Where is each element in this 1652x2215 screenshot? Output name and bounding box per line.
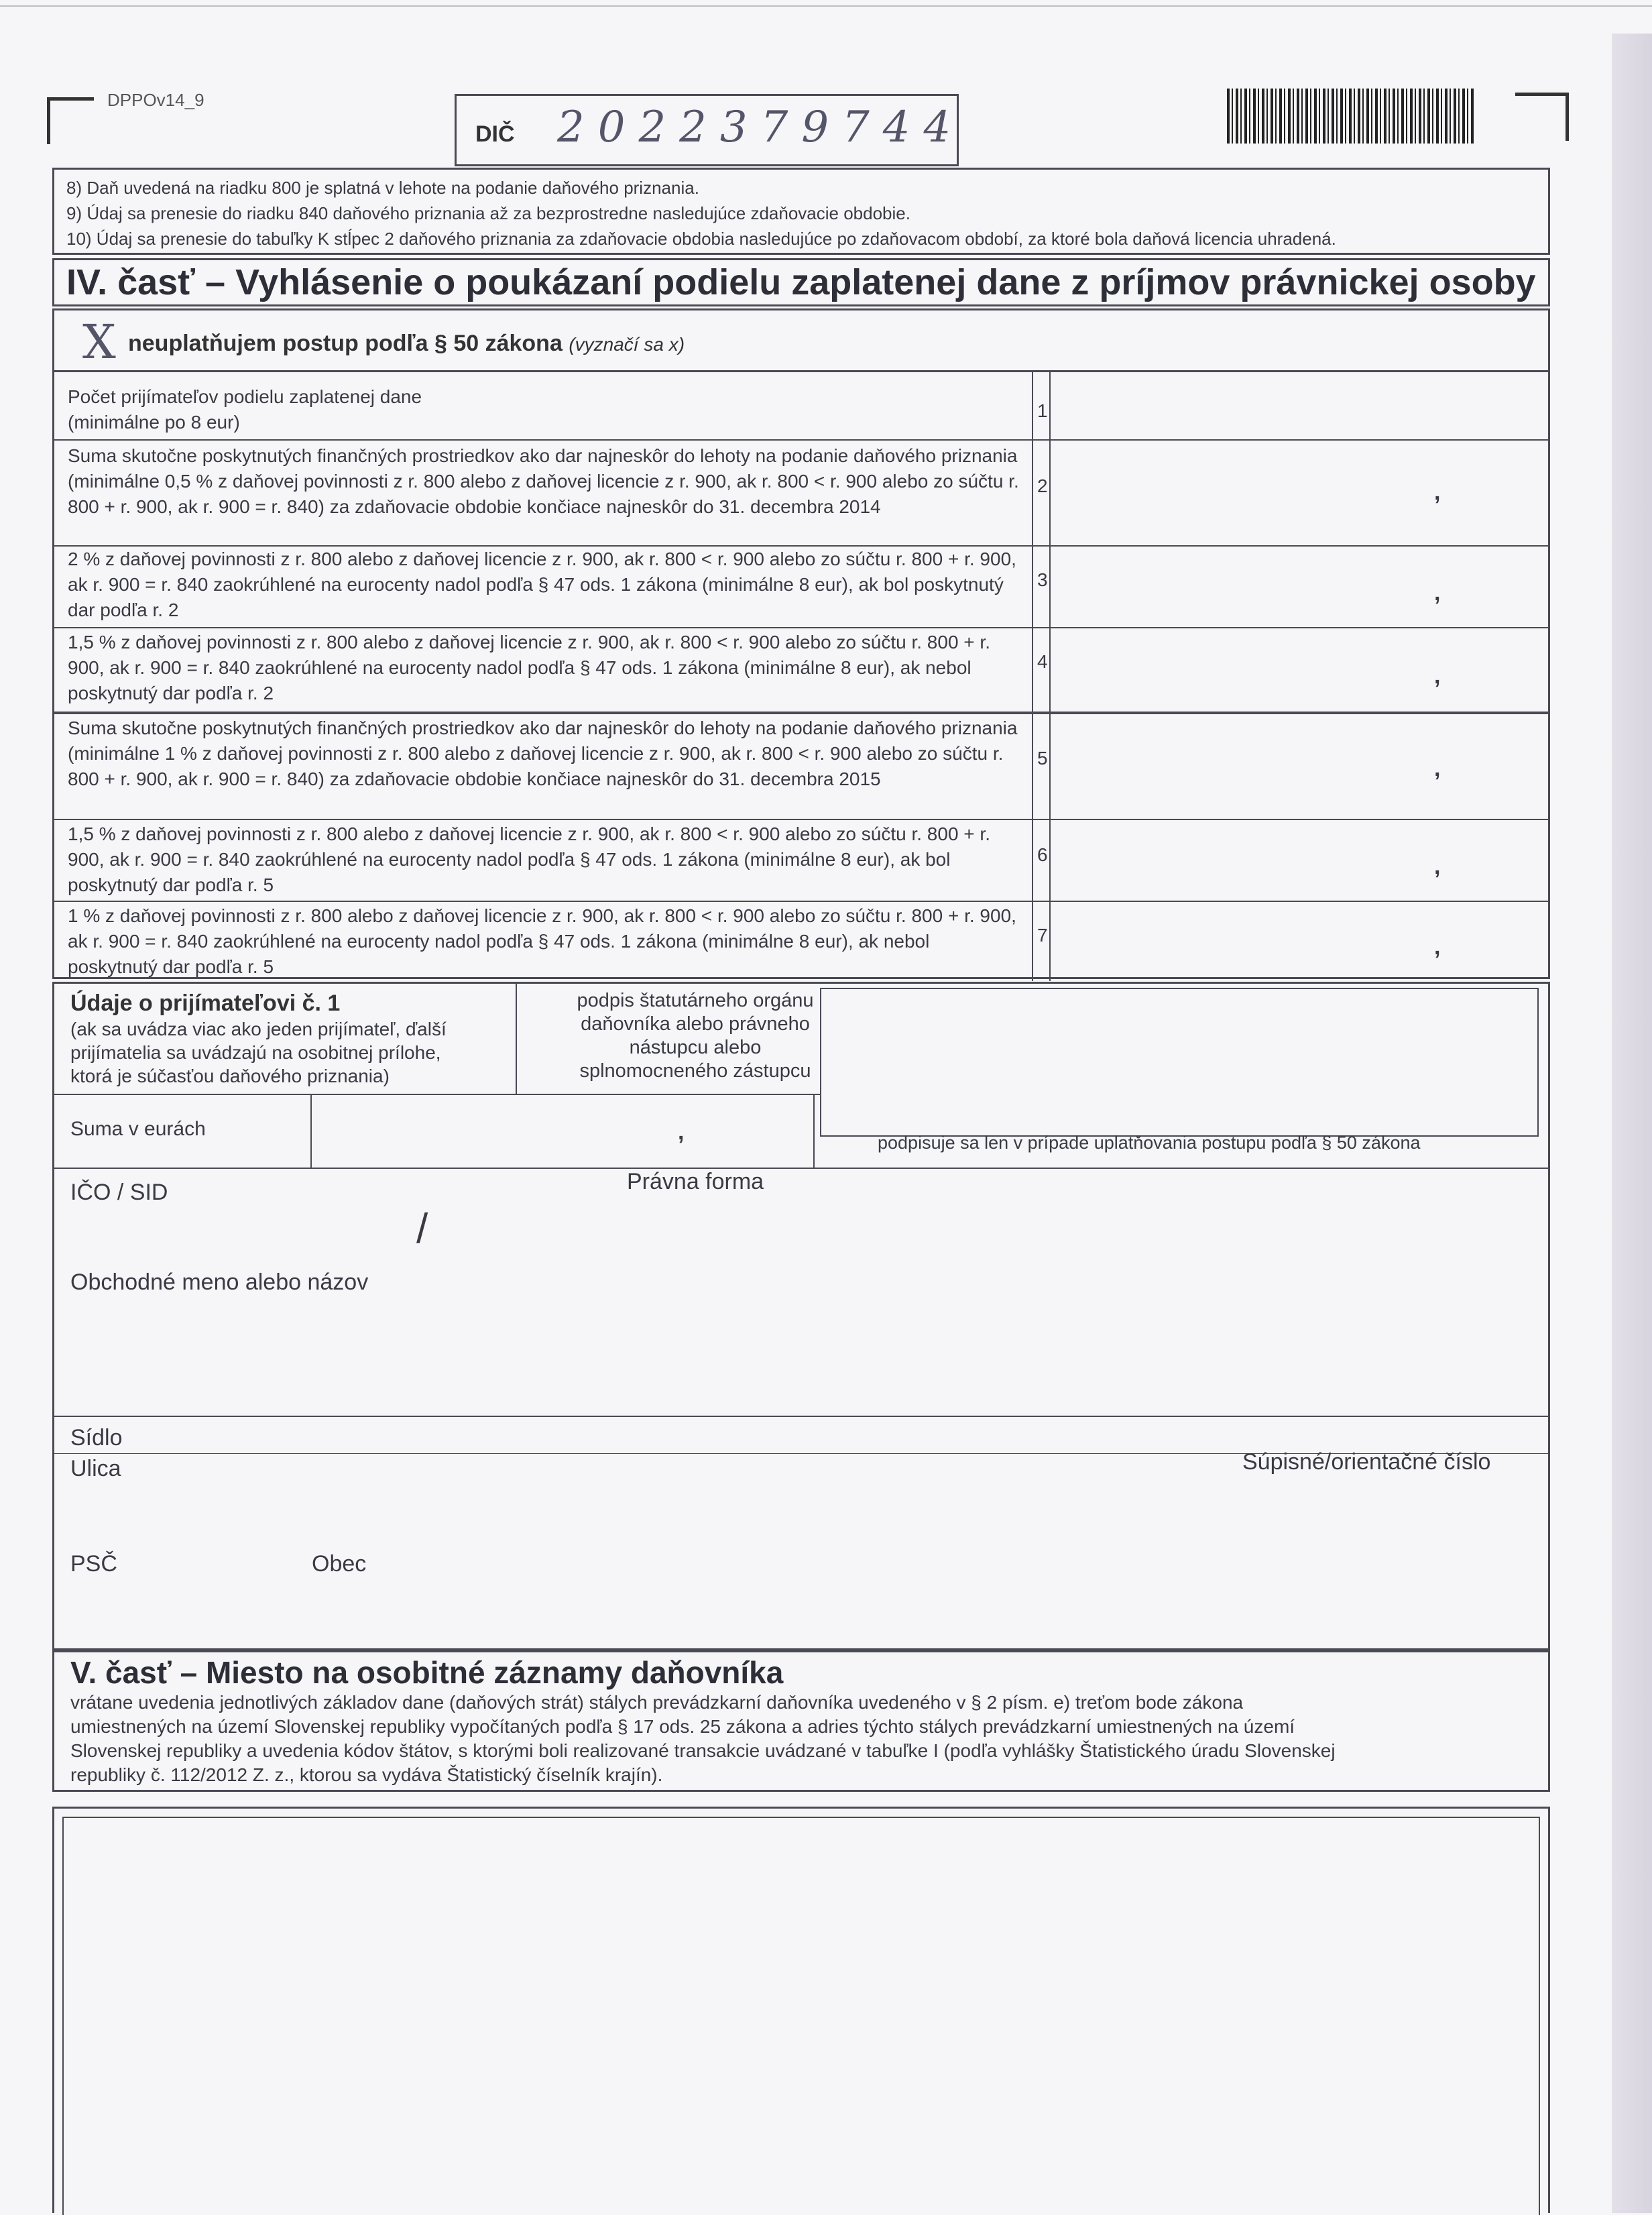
amount-field[interactable]	[316, 1096, 812, 1163]
registration-corner-top-left	[47, 97, 94, 144]
row-decimal-comma: ,	[1434, 479, 1441, 505]
notes-box	[52, 168, 1550, 255]
signature-label-line: podpis štatutárneho orgánu	[577, 990, 814, 1011]
recipient-subtitle-line: ktorá je súčasťou daňového priznania)	[70, 1066, 390, 1086]
table-row	[54, 372, 1548, 439]
row-text: 1,5 % z daňovej povinnosti z r. 800 alebo z daňovej licencie z r. 900, ak r. 800 < r. 900 alebo zo súčtu r. 800 + r. 900, ak r. 900 = r. 840 zaokrúhlené na eurocenty nadol podľa § 47 ods. 1 zákona (minimálne 8 eur), ak bol poskytnutý dar podľa r. 5	[68, 823, 990, 895]
row-number: 2	[1037, 475, 1048, 496]
legal-form-field[interactable]	[627, 1212, 1029, 1252]
row-text: Suma skutočne poskytnutých finančných prostriedkov ako dar najneskôr do lehoty na podanie daňového priznania (minimálne 0,5 % z daňovej povinnosti z r. 800 alebo z daňovej licencie z r. 900, ak r. 800 < r. 900 alebo zo súčtu r. 800 + r. 900, ak r. 900 = r. 840) za zdaňovacie obdobie končiace najneskôr do 31. decembra 2014	[68, 445, 1019, 517]
checkbox-label	[128, 331, 685, 357]
table-row	[54, 547, 1548, 627]
table-row	[54, 628, 1548, 710]
part5-description-line: Slovenskej republiky a uvedenia kódov štátov, s ktorými boli realizované transakcie uvádzané v tabuľke I (podľa vyhlášky Štatistického úradu Slovenskej	[70, 1740, 1336, 1761]
recipient-title: Údaje o prijímateľovi č. 1	[70, 990, 341, 1016]
row-number: 6	[1037, 844, 1048, 865]
checkbox-hint: (vyznačí sa x)	[569, 334, 685, 355]
street-label: Ulica	[70, 1456, 121, 1481]
legal-form-label: Právna forma	[627, 1169, 764, 1194]
part5-header	[52, 1648, 1550, 1792]
signature-label-line: splnomocneného zástupcu	[579, 1060, 811, 1082]
row-number: 4	[1037, 651, 1048, 672]
signature-label-line: nástupcu alebo	[629, 1037, 762, 1058]
row-text: 1 % z daňovej povinnosti z r. 800 alebo z daňovej licencie z r. 900, ak r. 800 < r. 900 alebo zo súčtu r. 800 + r. 900, ak r. 900 = r. 840 zaokrúhlené na eurocenty nadol podľa § 47 ods. 1 zákona (minimálne 8 eur), ak nebol poskytnutý dar podľa r. 5	[68, 905, 1016, 977]
part4-rows-table	[52, 370, 1550, 979]
form-code: DPPOv14_9	[107, 90, 204, 110]
row-decimal-comma: ,	[1434, 934, 1441, 960]
ico-separator-slash: /	[416, 1206, 428, 1252]
barcode	[1227, 89, 1475, 144]
part5-description	[70, 1691, 1336, 1787]
signature-label-line: daňovníka alebo právneho	[581, 1013, 810, 1035]
table-row	[54, 714, 1548, 819]
row-text: 2 % z daňovej povinnosti z r. 800 alebo z daňovej licencie z r. 900, ak r. 800 < r. 900 alebo zo súčtu r. 800 + r. 900, ak r. 900 = r. 840 zaokrúhlené na eurocenty nadol podľa § 47 ods. 1 zákona (minimálne 8 eur), ak bol poskytnutý dar podľa r. 2	[68, 549, 1016, 620]
amount-right-divider	[813, 1094, 815, 1168]
amount-label: Suma v eurách	[70, 1118, 206, 1140]
row-number: 7	[1037, 925, 1048, 946]
note-10: 10) Údaj sa prenesie do tabuľky K stĺpec 2 daňového priznania za zdaňovacie obdobia nasledujúce po zdaňovacom období, za ktoré bola daňová licencia uhradená.	[66, 229, 1336, 249]
table-row	[54, 902, 1548, 977]
city-field[interactable]	[312, 1585, 1519, 1625]
row-value-field[interactable]	[1053, 549, 1543, 624]
table-row	[54, 820, 1548, 901]
checkbox-row	[52, 308, 1550, 370]
amount-top-line	[54, 1094, 820, 1095]
row-text: 1,5 % z daňovej povinnosti z r. 800 alebo z daňovej licencie z r. 900, ak r. 800 < r. 900 alebo zo súčtu r. 800 + r. 900, ak r. 900 = r. 840 zaokrúhlené na eurocenty nadol podľa § 47 ods. 1 zákona (minimálne 8 eur), ak nebol poskytnutý dar podľa r. 2	[68, 632, 990, 703]
row-text: Počet prijímateľov podielu zaplatenej dane (minimálne po 8 eur)	[68, 386, 422, 433]
row-number: 1	[1037, 400, 1048, 421]
dic-box	[455, 94, 965, 166]
checkbox-label-text: neuplatňujem postup podľa § 50 zákona	[128, 331, 563, 356]
scan-edge-shadow	[1612, 34, 1652, 2213]
city-label: Obec	[312, 1551, 367, 1577]
page-top-edge	[0, 5, 1652, 7]
recipient-section	[52, 982, 1550, 1652]
row-value-field[interactable]	[1053, 631, 1543, 707]
part5-notes-area	[52, 1807, 1550, 2213]
row-decimal-comma: ,	[1434, 663, 1441, 689]
signature-field[interactable]	[820, 988, 1539, 1137]
row-decimal-comma: ,	[1434, 756, 1441, 781]
street-field[interactable]	[70, 1487, 1210, 1527]
signature-note: podpisuje sa len v prípade uplatňovania postupu podľa § 50 zákona	[878, 1133, 1421, 1153]
zip-field[interactable]	[70, 1585, 272, 1625]
part5-description-line: umiestnených na území Slovenskej republiky vypočítaných podľa § 17 ods. 25 zákona a adries týchto stálych prevádzkarní umiestnených na území	[70, 1716, 1295, 1737]
ico-field[interactable]	[70, 1212, 593, 1252]
amount-decimal-comma: ,	[678, 1119, 685, 1145]
amount-divider	[310, 1094, 312, 1168]
row-text: Suma skutočne poskytnutých finančných prostriedkov ako dar najneskôr do lehoty na podanie daňového priznania (minimálne 1 % z daňovej povinnosti z r. 800 alebo z daňovej licencie z r. 900, ak r. 800 < r. 900 alebo zo súčtu r. 800 + r. 900, ak r. 900 = r. 840) za zdaňovacie obdobie končiace najneskôr do 31. decembra 2015	[68, 718, 1018, 789]
checkbox-mark-x[interactable]: X	[82, 315, 116, 370]
row-value-field[interactable]	[1053, 905, 1543, 974]
ico-top-line	[54, 1168, 1548, 1169]
business-name-label: Obchodné meno alebo názov	[70, 1269, 369, 1295]
zip-label: PSČ	[70, 1551, 117, 1577]
business-name-field[interactable]	[70, 1303, 1532, 1383]
part4-header	[52, 258, 1550, 306]
note-9: 9) Údaj sa prenesie do riadku 840 daňového priznania až za bezprostredne nasledujúce zdaňovacie obdobie.	[66, 203, 910, 223]
registration-corner-top-right	[1515, 93, 1569, 141]
part5-description-line: vrátane uvedenia jednotlivých základov dane (daňových strát) stálych prevádzkarní daňovníka uvedeného v § 2 písm. e) treťom bode zákona	[70, 1692, 1244, 1713]
house-number-field[interactable]	[1242, 1487, 1531, 1527]
dic-value[interactable]: 2022379744	[557, 103, 965, 152]
table-row	[54, 441, 1548, 545]
part5-notes-field[interactable]	[62, 1817, 1540, 2215]
recipient-subtitle	[70, 1017, 447, 1088]
row-number: 5	[1037, 748, 1048, 769]
row-value-field[interactable]	[1053, 375, 1543, 437]
note-8: 8) Daň uvedená na riadku 800 je splatná v lehote na podanie daňového priznania.	[66, 178, 699, 198]
part5-title: V. časť – Miesto na osobitné záznamy daňovníka	[70, 1655, 784, 1690]
recipient-subtitle-line: prijímatelia sa uvádzajú na osobitnej prílohe,	[70, 1042, 441, 1063]
part5-description-line: republiky č. 112/2012 Z. z., ktorou sa vydáva Štatistický číselník krajín).	[70, 1764, 663, 1785]
part4-title: IV. časť – Vyhlásenie o poukázaní podielu zaplatenej dane z príjmov právnickej osoby	[66, 262, 1536, 302]
row-decimal-comma: ,	[1434, 580, 1441, 606]
row-decimal-comma: ,	[1434, 854, 1441, 879]
row-number: 3	[1037, 569, 1048, 590]
row-value-field[interactable]	[1053, 823, 1543, 898]
seat-label: Sídlo	[70, 1425, 123, 1451]
ico-label: IČO / SID	[70, 1180, 168, 1205]
signature-label	[521, 989, 870, 1083]
recipient-subtitle-line: (ak sa uvádza viac ako jeden prijímateľ, ďalší	[70, 1019, 447, 1039]
recipient-divider	[516, 984, 517, 1095]
row-value-field[interactable]	[1053, 717, 1543, 816]
seat-top-line	[54, 1416, 1548, 1417]
dic-label: DIČ	[475, 121, 515, 147]
house-number-label: Súpisné/orientačné číslo	[1242, 1449, 1491, 1475]
row-value-field[interactable]	[1053, 443, 1543, 543]
